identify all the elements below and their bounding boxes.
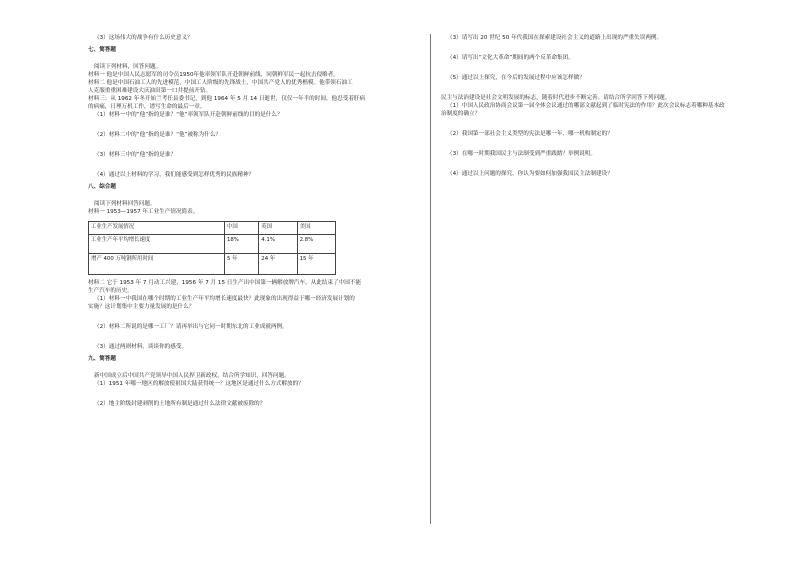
question-text: （1）材料一中的“他”指的是谁？“他”率领军队开赴朝鲜前线的目的是什么？ (94, 112, 283, 118)
table-header-cell: 美国 (297, 222, 335, 235)
question-text: 治制度的确立？ (441, 111, 481, 117)
material-text: 材料二 它于 1953 年 7 月动工兴建，1956 年 7 月 15 日生产出中国第一辆解放牌汽车，从此结束了中国不能 (88, 280, 362, 286)
table-header-cell: 英国 (259, 222, 297, 235)
question-text: （2）我国第一部社会主义类型的宪法是哪一年、哪一机构制定的？ (447, 131, 613, 137)
instruction-text: 民主与法治建设是社会文明发展的标志，随着时代进步不断完善。请结合所学回答下列问题。 (441, 95, 671, 101)
industry-table (88, 221, 336, 275)
question-text: 实施？这计划集中主要力量发展的是什么？ (88, 304, 195, 310)
table-cell: 5 年 (224, 254, 258, 275)
material-text: 材料一 1953—1957 年工业生产情况简表。 (88, 209, 199, 215)
table-cell: 15 年 (297, 254, 335, 275)
instruction-text: 新中国成立后中国共产党领导中国人民捍卫新政权，结合所学知识，回答问题。 (94, 373, 290, 379)
question-text: （3）请写出 20 世纪 50 年代我国在探索建设社会主义的道路上出现的严重失误两例。 (447, 35, 663, 41)
question-text: （1）中国人民政治协商会议第一届全体会议通过的哪部文献起到了临时宪法的作用？此次会议标志着哪种基本政 (447, 103, 725, 109)
question-text: （2）材料二中的“他”指的是谁？“他”被称为什么？ (94, 132, 222, 138)
question-text: （2）地主阶级封建剥削的土地所有制是通过什么法律文献被废除的？ (94, 401, 266, 407)
material-text: 材料二 他是中国石油工人的先进模范，中国工人阶级的先锋战士，中国共产党人的优秀楷模。他带领石油工 (88, 80, 353, 86)
instruction-text: 阅读下列材料回答问题。 (94, 201, 156, 207)
question-text: （3）材料三中的“他”指的是谁？ (94, 152, 177, 158)
question-text: （1）材料一中我国在哪个时期的工业生产年平均增长速度最快？此现象的出现得益于哪一经济发展计划的 (94, 296, 355, 302)
material-text: 材料三：从 1962 年冬开始兰考任县委书记，到他 1964 年 5 月 14 日逝世，仅仅一年半的时间，他忍受着肝病 (88, 96, 366, 102)
table-cell: 24 年 (259, 254, 297, 275)
question-text: （4）通过以上问题的探究，你认为要如何加强我国民主法制建设？ (447, 171, 613, 177)
right-column (441, 34, 741, 178)
question-text: （5）通过以上探究，在今后的发展过程中应该怎样做？ (447, 75, 585, 81)
left-column (88, 34, 420, 408)
section-title: 七、简答题 (88, 47, 116, 53)
question-text: （4）通过以上材料的学习，我们能感受到怎样优秀的民族精神？ (94, 172, 255, 178)
material-text: 材料一 他是中国人民志愿军的司令员1950年他率领军队开赴朝鲜前线，同朝鲜军民一起抗击侵略者。 (88, 72, 339, 78)
material-text: 的病痛，日理万机工作，谱写生命的最后一章。 (88, 104, 206, 110)
question-text: （3）这场伟大的战争有什么历史意义？ (94, 35, 193, 41)
instruction-text: 阅读下列材料，回答问题。 (94, 64, 162, 70)
material-text: 生产汽车的历史。 (88, 288, 133, 294)
question-text: （3）在哪一时期我国民主与法制受到严重践踏？举例说明。 (447, 151, 596, 157)
table-cell: 4.1% (259, 235, 297, 254)
table-row (89, 254, 336, 275)
question-text: （3）通过两则材料，谈谈你的感受。 (94, 344, 188, 350)
table-cell: 18% (224, 235, 258, 254)
column-divider (430, 34, 431, 524)
question-text: （2）材料二所说的是哪一工厂？请再举出与它同一时期东北的工业成就两例。 (94, 324, 288, 330)
table-header-row (89, 222, 336, 235)
table-cell: 增产 400 万吨钢所用时间 (89, 254, 225, 275)
table-cell: 工业生产年平均增长速度 (89, 235, 225, 254)
table-header-cell: 中国 (224, 222, 258, 235)
section-title: 八、综合题 (88, 184, 116, 190)
table-cell: 2.8% (297, 235, 335, 254)
material-text: 人克服重重困难建设大庆油田第一口井提前开钻。 (88, 88, 212, 94)
table-row (89, 235, 336, 254)
section-title: 九、简答题 (88, 356, 116, 362)
question-text: （4）请写出“文化大革命”期间的两个反革命集团。 (447, 55, 574, 61)
question-text: （1）1951 年哪一地区的解放使祖国大陆获得统一？这地区是通过什么方式解放的？ (94, 381, 304, 387)
table-header-cell: 工业生产发展情况 (89, 222, 225, 235)
